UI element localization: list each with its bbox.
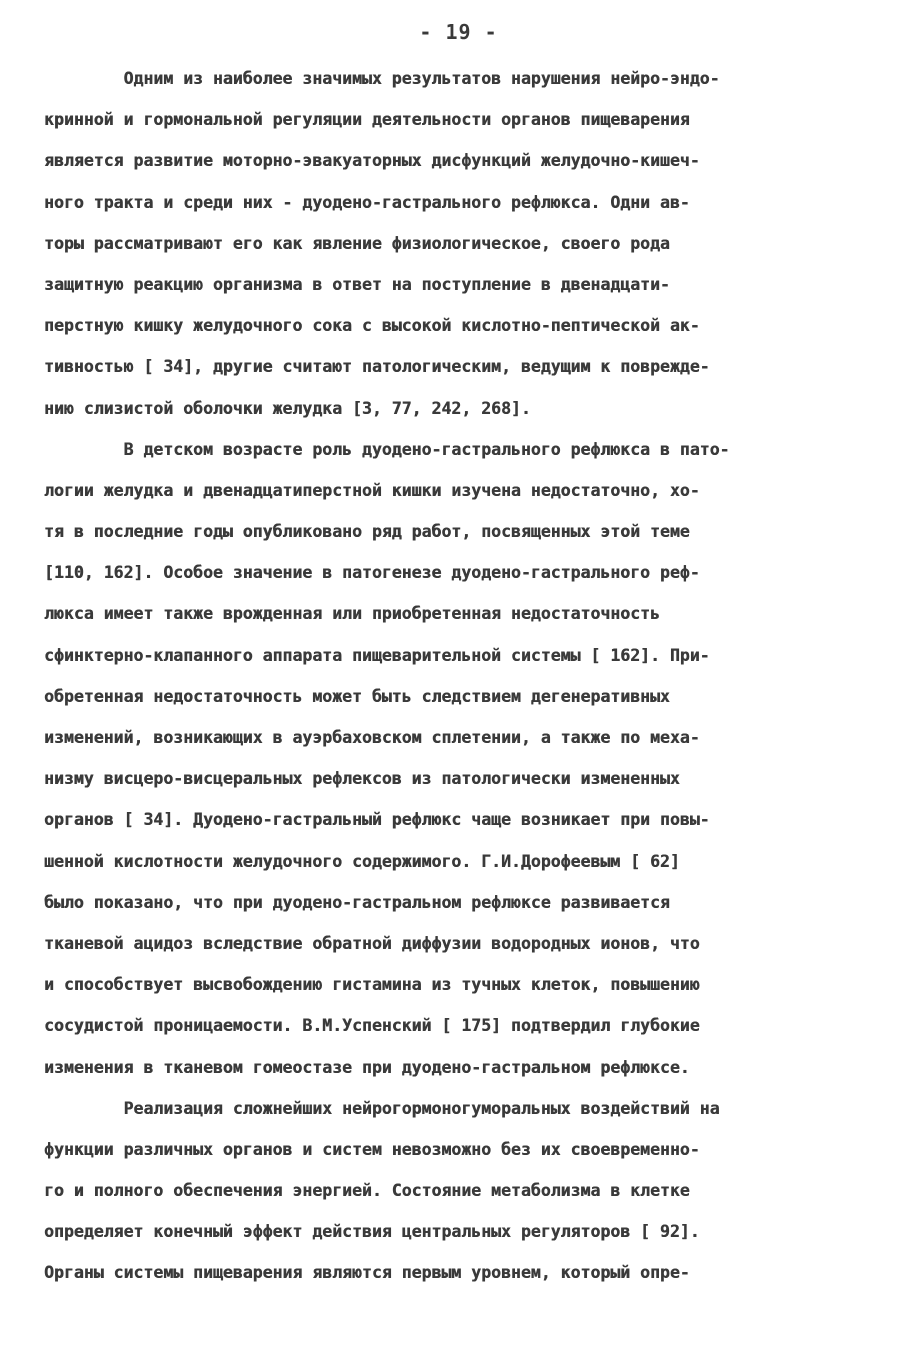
text-line: перстную кишку желудочного сока с высокой кислотно-пептической ак- (44, 316, 700, 336)
text-line: тканевой ацидоз вследствие обратной диффузии водородных ионов, что (44, 933, 700, 953)
text-line: обретенная недостаточность может быть следствием дегенеративных (44, 686, 670, 706)
text-line: защитную реакцию организма в ответ на поступление в двенадцати- (44, 274, 670, 294)
text-line: го и полного обеспечения энергией. Состояние метаболизма в клетке (44, 1181, 690, 1201)
text-line: изменений, возникающих в ауэрбаховском сплетении, а также по меха- (44, 728, 700, 747)
text-line: было показано, что при дуодено-гастральном рефлюксе развивается (44, 892, 670, 912)
text-line: кринной и гормональной регуляции деятельности органов пищеварения (44, 110, 690, 130)
text-line: является развитие моторно-эвакуаторных дисфункций желудочно-кишеч- (44, 151, 700, 171)
text-line: [110, 162]. Особое значение в патогенезе дуодено-гастрального реф- (44, 563, 700, 583)
text-line: ного тракта и среди них - дуодено-гастрального рефлюкса. Одни ав- (44, 192, 690, 212)
text-line: низму висцеро-висцеральных рефлексов из патологически измененных (44, 769, 680, 789)
text-line: Реализация сложнейших нейрогормоногуморальных воздействий на (44, 1098, 720, 1118)
text-line: сфинктерно-клапанного аппарата пищеварительной системы [ 162]. При- (44, 645, 710, 665)
text-line: нию слизистой оболочки желудка [3, 77, 242, 268]. (44, 398, 531, 418)
text-line: логии желудка и двенадцатиперстной кишки изучена недостаточно, хо- (44, 480, 700, 500)
text-line: изменения в тканевом гомеостазе при дуодено-гастральном рефлюксе. (44, 1057, 690, 1077)
text-line: тя в последние годы опубликовано ряд работ, посвященных этой теме (44, 522, 690, 542)
body-text (44, 58, 874, 1294)
text-line: определяет конечный эффект действия центральных регуляторов [ 92]. (44, 1222, 700, 1242)
text-line: торы рассматривают его как явление физиологическое, своего рода (44, 233, 670, 253)
text-line: органов [ 34]. Дуодено-гастральный рефлюкс чаще возникает при повы- (44, 810, 710, 830)
text-line: Органы системы пищеварения являются первым уровнем, который опре- (44, 1263, 690, 1283)
text-line: тивностью [ 34], другие считают патологическим, ведущим к поврежде- (44, 357, 710, 377)
text-line: сосудистой проницаемости. В.М.Успенский [ 175] подтвердил глубокие (44, 1016, 700, 1036)
text-line: и способствует высвобождению гистамина из тучных клеток, повышению (44, 975, 700, 995)
page-number: - 19 - (419, 20, 498, 44)
text-line: В детском возрасте роль дуодено-гастрального рефлюкса в пато- (44, 439, 730, 459)
text-line: шенной кислотности желудочного содержимого. Г.И.Дорофеевым [ 62] (44, 851, 680, 871)
text-line: люкса имеет также врожденная или приобретенная недостаточность (44, 604, 660, 624)
text-line: функции различных органов и систем невозможно без их своевременно- (44, 1139, 700, 1159)
text-line: Одним из наиболее значимых результатов нарушения нейро-эндо- (44, 69, 720, 88)
